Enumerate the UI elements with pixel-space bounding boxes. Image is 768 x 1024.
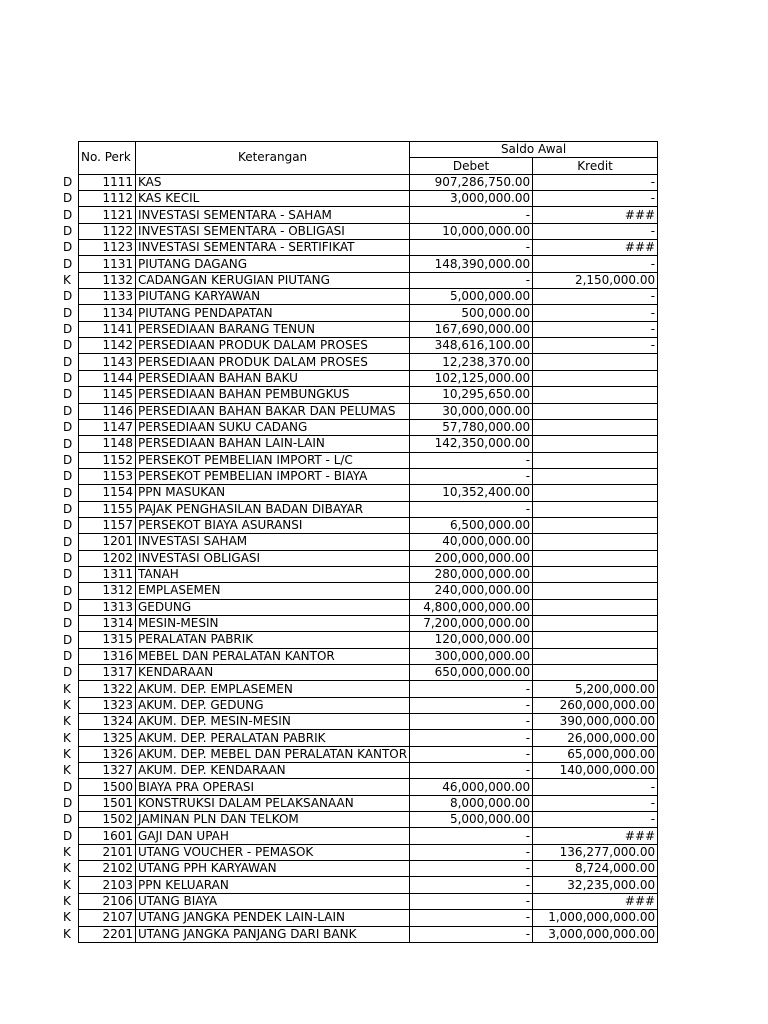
account-number-cell[interactable]: 1146 [79,403,136,419]
description-cell[interactable]: PIUTANG DAGANG [136,256,410,272]
description-cell[interactable]: PPN MASUKAN [136,485,410,501]
kredit-cell[interactable] [533,665,658,681]
debet-cell[interactable]: 57,780,000.00 [410,419,533,435]
account-type-label: K [63,861,71,876]
account-number-cell[interactable]: 1148 [79,436,136,452]
account-number-cell[interactable]: 1154 [79,485,136,501]
description-cell[interactable]: AKUM. DEP. MEBEL DAN PERALATAN KANTOR [136,746,410,762]
debet-cell[interactable]: - [410,272,533,288]
kredit-cell[interactable] [533,599,658,615]
description-cell[interactable]: PERSEDIAAN PRODUK DALAM PROSES [136,354,410,370]
account-type-label: K [63,894,71,909]
description-cell[interactable]: KAS [136,174,410,190]
account-number-cell[interactable]: 1501 [79,795,136,811]
account-type-label: K [63,926,71,941]
description-cell[interactable]: TANAH [136,566,410,582]
description-cell[interactable]: AKUM. DEP. MESIN-MESIN [136,714,410,730]
header-no-perk[interactable]: No. Perk [79,142,136,175]
kredit-cell[interactable]: - [533,256,658,272]
debet-cell[interactable]: 142,350,000.00 [410,436,533,452]
description-cell[interactable]: AKUM. DEP. GEDUNG [136,697,410,713]
account-type-label: D [63,191,73,206]
debet-cell[interactable]: 348,616,100.00 [410,338,533,354]
description-cell[interactable]: BIAYA PRA OPERASI [136,779,410,795]
debet-cell[interactable]: 200,000,000.00 [410,550,533,566]
account-type-label: D [63,452,73,467]
kredit-cell[interactable] [533,534,658,550]
account-number-cell[interactable]: 1112 [79,191,136,207]
debet-cell[interactable]: 300,000,000.00 [410,648,533,664]
account-type-label: D [63,305,73,320]
description-cell[interactable]: PERSEDIAAN BAHAN BAKU [136,370,410,386]
account-number-cell[interactable]: 2101 [79,844,136,860]
debet-cell[interactable]: - [410,681,533,697]
debet-cell[interactable]: - [410,877,533,893]
account-number-cell[interactable]: 1142 [79,338,136,354]
account-number-cell[interactable]: 1145 [79,387,136,403]
description-cell[interactable]: PERSEDIAAN BAHAN PEMBUNGKUS [136,387,410,403]
debet-cell[interactable]: 10,295,650.00 [410,387,533,403]
debet-cell[interactable]: 10,000,000.00 [410,223,533,239]
account-type-label: D [63,436,73,451]
debet-cell[interactable]: - [410,730,533,746]
header-kredit[interactable]: Kredit [533,158,658,174]
account-type-label: D [63,812,73,827]
kredit-cell[interactable] [533,403,658,419]
table-row [79,550,658,566]
table-row [79,632,658,648]
kredit-cell[interactable]: 8,724,000.00 [533,861,658,877]
debet-cell[interactable]: 4,800,000,000.00 [410,599,533,615]
account-number-cell[interactable]: 1157 [79,517,136,533]
account-type-label: D [63,501,73,516]
description-cell[interactable]: PERSEDIAAN PRODUK DALAM PROSES [136,338,410,354]
table-row [79,321,658,337]
kredit-cell[interactable]: ### [533,828,658,844]
debet-cell[interactable]: - [410,240,533,256]
kredit-cell[interactable]: - [533,174,658,190]
account-type-label: D [63,240,73,255]
description-cell[interactable]: AKUM. DEP. PERALATAN PABRIK [136,730,410,746]
table-row [79,926,658,942]
account-number-cell[interactable]: 1317 [79,665,136,681]
description-cell[interactable]: PERSEDIAAN BAHAN LAIN-LAIN [136,436,410,452]
kredit-cell[interactable] [533,632,658,648]
kredit-cell[interactable] [533,648,658,664]
kredit-cell[interactable]: - [533,321,658,337]
account-type-label: D [63,322,73,337]
account-number-cell[interactable]: 1316 [79,648,136,664]
table-row [79,566,658,582]
account-number-cell[interactable]: 1153 [79,468,136,484]
account-type-label: K [63,845,71,860]
table-row [79,436,658,452]
description-cell[interactable]: AKUM. DEP. EMPLASEMEN [136,681,410,697]
account-type-label: D [63,518,73,533]
debet-cell[interactable]: 102,125,000.00 [410,370,533,386]
account-number-cell[interactable]: 1155 [79,501,136,517]
description-cell[interactable]: MEBEL DAN PERALATAN KANTOR [136,648,410,664]
account-type-label: D [63,420,73,435]
debet-cell[interactable]: - [410,926,533,942]
table-row [79,877,658,893]
kredit-cell[interactable]: - [533,795,658,811]
kredit-cell[interactable]: 65,000,000.00 [533,746,658,762]
table-row [79,697,658,713]
debet-cell[interactable]: 10,352,400.00 [410,485,533,501]
table-row [79,240,658,256]
account-number-cell[interactable]: 1327 [79,763,136,779]
description-cell[interactable]: UTANG BIAYA [136,893,410,909]
description-cell[interactable]: INVESTASI SEMENTARA - SAHAM [136,207,410,223]
debet-cell[interactable]: 46,000,000.00 [410,779,533,795]
account-type-label: D [63,175,73,189]
kredit-cell[interactable]: - [533,223,658,239]
table-row [79,844,658,860]
debet-cell[interactable]: - [410,861,533,877]
description-cell[interactable]: UTANG VOUCHER - PEMASOK [136,844,410,860]
table-row [79,861,658,877]
kredit-cell[interactable] [533,485,658,501]
table-row [79,485,658,501]
table-row [79,191,658,207]
table-row [79,207,658,223]
description-cell[interactable]: JAMINAN PLN DAN TELKOM [136,812,410,828]
table-row [79,910,658,926]
description-cell[interactable]: UTANG PPH KARYAWAN [136,861,410,877]
account-number-cell[interactable]: 1122 [79,223,136,239]
kredit-cell[interactable] [533,550,658,566]
kredit-cell[interactable] [533,517,658,533]
kredit-cell[interactable]: 260,000,000.00 [533,697,658,713]
account-number-cell[interactable]: 1133 [79,289,136,305]
account-type-label: D [63,256,73,271]
debet-cell[interactable]: 500,000.00 [410,305,533,321]
description-cell[interactable]: INVESTASI SEMENTARA - SERTIFIKAT [136,240,410,256]
account-number-cell[interactable]: 1324 [79,714,136,730]
debet-cell[interactable]: 650,000,000.00 [410,665,533,681]
opening-balance-table [78,141,658,943]
description-cell[interactable]: GAJI DAN UPAH [136,828,410,844]
account-number-cell[interactable]: 2107 [79,910,136,926]
account-number-cell[interactable]: 1326 [79,746,136,762]
description-cell[interactable]: PERSEKOT BIAYA ASURANSI [136,517,410,533]
description-cell[interactable]: CADANGAN KERUGIAN PIUTANG [136,272,410,288]
account-type-label: D [63,289,73,304]
account-number-cell[interactable]: 1152 [79,452,136,468]
table-row [79,289,658,305]
table-row [79,354,658,370]
description-cell[interactable]: PPN KELUARAN [136,877,410,893]
description-cell[interactable]: GEDUNG [136,599,410,615]
account-type-label: D [63,371,73,386]
account-number-cell[interactable]: 1322 [79,681,136,697]
table-row [79,746,658,762]
kredit-cell[interactable] [533,468,658,484]
kredit-cell[interactable]: ### [533,893,658,909]
account-type-label: D [63,599,73,614]
description-cell[interactable]: PIUTANG KARYAWAN [136,289,410,305]
account-type-label: K [63,763,71,778]
table-row [79,272,658,288]
table-row [79,223,658,239]
debet-cell[interactable]: 280,000,000.00 [410,566,533,582]
description-cell[interactable]: INVESTASI OBLIGASI [136,550,410,566]
kredit-cell[interactable]: - [533,779,658,795]
table-row [79,665,658,681]
debet-cell[interactable]: - [410,910,533,926]
description-cell[interactable]: MESIN-MESIN [136,615,410,631]
account-number-cell[interactable]: 1121 [79,207,136,223]
debet-cell[interactable]: 5,000,000.00 [410,812,533,828]
account-type-label: D [63,387,73,402]
debet-cell[interactable]: 30,000,000.00 [410,403,533,419]
debet-cell[interactable]: 167,690,000.00 [410,321,533,337]
account-number-cell[interactable]: 1143 [79,354,136,370]
kredit-cell[interactable] [533,419,658,435]
kredit-cell[interactable]: 1,000,000,000.00 [533,910,658,926]
account-number-cell[interactable]: 1134 [79,305,136,321]
kredit-cell[interactable] [533,501,658,517]
debet-cell[interactable]: - [410,207,533,223]
table-row [79,812,658,828]
kredit-cell[interactable]: - [533,289,658,305]
description-cell[interactable]: EMPLASEMEN [136,583,410,599]
kredit-cell[interactable] [533,436,658,452]
account-number-cell[interactable]: 1314 [79,615,136,631]
table-row [79,403,658,419]
account-number-cell[interactable]: 1311 [79,566,136,582]
kredit-cell[interactable]: ### [533,240,658,256]
account-type-label: K [63,273,71,288]
debet-cell[interactable]: 5,000,000.00 [410,289,533,305]
table-row [79,730,658,746]
debet-cell[interactable]: - [410,697,533,713]
account-type-label: K [63,714,71,729]
table-row [79,893,658,909]
debet-cell[interactable]: 907,286,750.00 [410,174,533,190]
kredit-cell[interactable] [533,370,658,386]
kredit-cell[interactable] [533,566,658,582]
account-type-label: D [63,828,73,843]
account-type-label: D [63,550,73,565]
description-cell[interactable]: PIUTANG PENDAPATAN [136,305,410,321]
kredit-cell[interactable]: 2,150,000.00 [533,272,658,288]
account-type-label: D [63,648,73,663]
description-cell[interactable]: INVESTASI SAHAM [136,534,410,550]
account-type-label: K [63,730,71,745]
account-number-cell[interactable]: 1601 [79,828,136,844]
table-row [79,648,658,664]
account-number-cell[interactable]: 1500 [79,779,136,795]
debet-cell[interactable]: - [410,893,533,909]
debet-cell[interactable]: 120,000,000.00 [410,632,533,648]
account-type-label: D [63,354,73,369]
debet-cell[interactable]: - [410,844,533,860]
account-type-column [63,174,72,942]
debet-cell[interactable]: 12,238,370.00 [410,354,533,370]
header-keterangan[interactable]: Keterangan [136,142,410,175]
debet-cell[interactable]: - [410,714,533,730]
kredit-cell[interactable] [533,387,658,403]
description-cell[interactable]: AKUM. DEP. KENDARAAN [136,763,410,779]
table-row [79,615,658,631]
debet-cell[interactable]: 3,000,000.00 [410,191,533,207]
debet-cell[interactable]: - [410,501,533,517]
account-type-label: D [63,224,73,239]
account-type-label: D [63,567,73,582]
account-type-label: D [63,779,73,794]
account-number-cell[interactable]: 1315 [79,632,136,648]
table-row [79,681,658,697]
account-number-cell[interactable]: 1141 [79,321,136,337]
debet-cell[interactable]: 40,000,000.00 [410,534,533,550]
account-number-cell[interactable]: 2103 [79,877,136,893]
debet-cell[interactable]: - [410,763,533,779]
table-row [79,338,658,354]
account-number-cell[interactable]: 1323 [79,697,136,713]
kredit-cell[interactable]: 26,000,000.00 [533,730,658,746]
description-cell[interactable]: KENDARAAN [136,665,410,681]
kredit-cell[interactable]: 5,200,000.00 [533,681,658,697]
table-row [79,387,658,403]
description-cell[interactable]: INVESTASI SEMENTARA - OBLIGASI [136,223,410,239]
kredit-cell[interactable] [533,615,658,631]
debet-cell[interactable]: 7,200,000,000.00 [410,615,533,631]
description-cell[interactable]: PAJAK PENGHASILAN BADAN DIBAYAR [136,501,410,517]
account-type-label: D [63,665,73,680]
account-type-label: K [63,698,71,712]
description-cell[interactable]: PERSEKOT PEMBELIAN IMPORT - L/C [136,452,410,468]
description-cell[interactable]: KAS KECIL [136,191,410,207]
account-number-cell[interactable]: 1123 [79,240,136,256]
table-row [79,370,658,386]
description-cell[interactable]: PERSEDIAAN BAHAN BAKAR DAN PELUMAS [136,403,410,419]
kredit-cell[interactable]: - [533,305,658,321]
account-type-label: D [63,616,73,631]
kredit-cell[interactable]: 140,000,000.00 [533,763,658,779]
kredit-cell[interactable] [533,354,658,370]
debet-cell[interactable]: - [410,452,533,468]
debet-cell[interactable]: - [410,746,533,762]
kredit-cell[interactable]: 136,277,000.00 [533,844,658,860]
description-cell[interactable]: KONSTRUKSI DALAM PELAKSANAAN [136,795,410,811]
table-row [79,599,658,615]
account-type-label: D [63,583,73,598]
kredit-cell[interactable]: ### [533,207,658,223]
account-number-cell[interactable]: 1502 [79,812,136,828]
account-type-label: D [63,485,73,500]
account-number-cell[interactable]: 1132 [79,272,136,288]
account-number-cell[interactable]: 1147 [79,419,136,435]
account-type-label: D [63,207,73,222]
table-row [79,174,658,190]
table-row [79,517,658,533]
table-row [79,256,658,272]
account-number-cell[interactable]: 1325 [79,730,136,746]
header-debet[interactable]: Debet [410,158,533,174]
kredit-cell[interactable]: 390,000,000.00 [533,714,658,730]
debet-cell[interactable]: - [410,468,533,484]
header-saldo-awal[interactable]: Saldo Awal [410,142,658,158]
table-row [79,452,658,468]
kredit-cell[interactable]: - [533,338,658,354]
account-number-cell[interactable]: 1111 [79,174,136,190]
description-cell[interactable]: PERSEDIAAN SUKU CADANG [136,419,410,435]
table-row [79,795,658,811]
account-number-cell[interactable]: 2106 [79,893,136,909]
account-number-cell[interactable]: 2102 [79,861,136,877]
account-type-label: K [63,681,71,696]
table-row [79,419,658,435]
account-type-label: K [63,877,71,892]
account-number-cell[interactable]: 2201 [79,926,136,942]
account-type-label: D [63,469,73,484]
kredit-cell[interactable]: 3,000,000,000.00 [533,926,658,942]
table-row [79,305,658,321]
description-cell[interactable]: UTANG JANGKA PANJANG DARI BANK [136,926,410,942]
table-row [79,468,658,484]
debet-cell[interactable]: 8,000,000.00 [410,795,533,811]
debet-cell[interactable]: 6,500,000.00 [410,517,533,533]
account-type-label: D [63,338,73,353]
account-number-cell[interactable]: 1144 [79,370,136,386]
account-type-label: K [63,747,71,762]
account-type-label: D [63,632,73,647]
debet-cell[interactable]: - [410,828,533,844]
account-type-label: D [63,796,73,811]
description-cell[interactable]: PERSEDIAAN BARANG TENUN [136,321,410,337]
account-number-cell[interactable]: 1131 [79,256,136,272]
table-row [79,828,658,844]
kredit-cell[interactable] [533,452,658,468]
account-type-label: D [63,534,73,549]
kredit-cell[interactable]: - [533,812,658,828]
debet-cell[interactable]: 148,390,000.00 [410,256,533,272]
account-number-cell[interactable]: 1313 [79,599,136,615]
header-row-top [79,142,658,158]
description-cell[interactable]: PERALATAN PABRIK [136,632,410,648]
kredit-cell[interactable] [533,583,658,599]
table-row [79,501,658,517]
table-row [79,779,658,795]
account-number-cell[interactable]: 1201 [79,534,136,550]
description-cell[interactable]: UTANG JANGKA PENDEK LAIN-LAIN [136,910,410,926]
account-number-cell[interactable]: 1312 [79,583,136,599]
table-row [79,534,658,550]
kredit-cell[interactable]: 32,235,000.00 [533,877,658,893]
table-row [79,714,658,730]
account-type-label: D [63,403,73,418]
account-type-label: K [63,910,71,925]
table-body [79,174,658,942]
account-number-cell[interactable]: 1202 [79,550,136,566]
debet-cell[interactable]: 240,000,000.00 [410,583,533,599]
description-cell[interactable]: PERSEKOT PEMBELIAN IMPORT - BIAYA [136,468,410,484]
kredit-cell[interactable]: - [533,191,658,207]
table-row [79,583,658,599]
table-row [79,763,658,779]
